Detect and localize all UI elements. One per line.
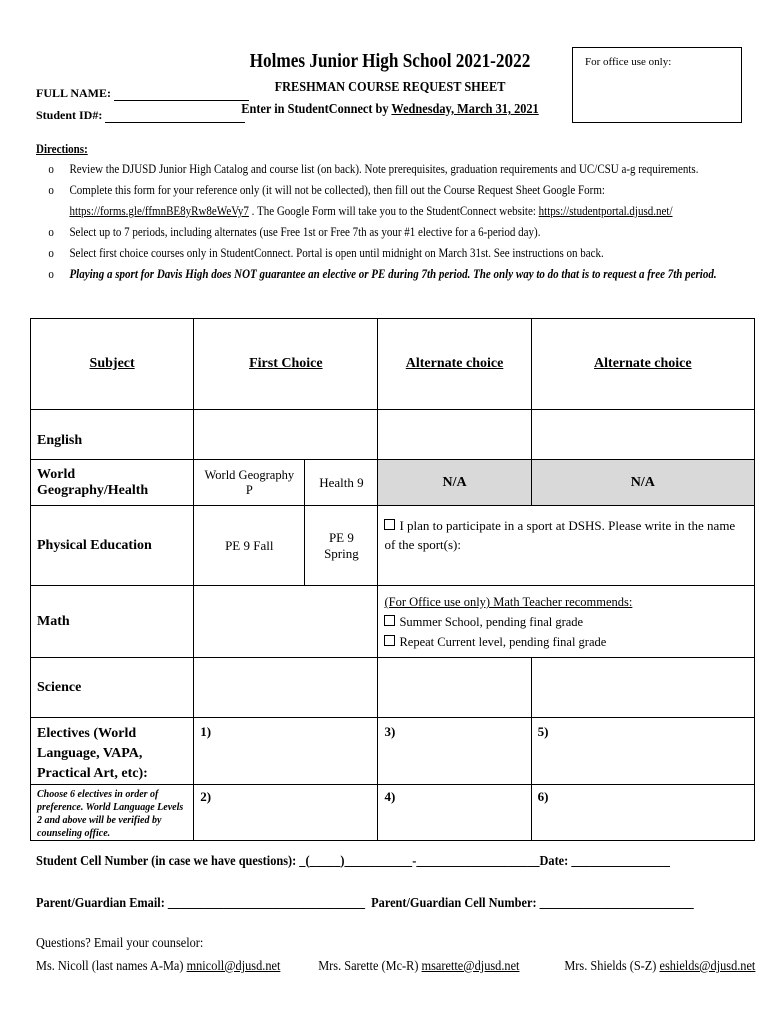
- health-first-choice: Health 9: [305, 460, 378, 506]
- geo-alt-1: N/A: [378, 460, 531, 506]
- google-form-link[interactable]: https://forms.gle/ffmnBE8yRw8eWeVy7: [69, 204, 249, 218]
- deadline-prefix: Enter in StudentConnect by: [241, 102, 392, 117]
- summer-checkbox[interactable]: [384, 615, 395, 626]
- science-first-choice[interactable]: [194, 658, 378, 718]
- elective-1[interactable]: 1): [194, 718, 378, 785]
- science-label: Science: [31, 658, 194, 718]
- directions: [36, 142, 740, 285]
- pe-label: Physical Education: [31, 506, 194, 586]
- student-cell-field[interactable]: [36, 854, 670, 870]
- deadline-date: Wednesday, March 31, 2021: [391, 102, 539, 117]
- repeat-checkbox[interactable]: [384, 635, 395, 646]
- elective-6[interactable]: 6): [531, 785, 754, 841]
- office-use-label: For office use only:: [585, 56, 672, 68]
- sarette-email-link[interactable]: msarette@djusd.net: [421, 959, 520, 974]
- elective-5[interactable]: 5): [531, 718, 754, 785]
- pe-sport-cell[interactable]: [378, 506, 755, 586]
- direction-item-4: o Select first choice courses only in StudentConnect. Portal is open until midnight on March 31st. See instructions on back.: [48, 246, 604, 260]
- date-label: Date: ________________: [539, 854, 670, 869]
- header-alternate-1: Alternate choice: [378, 319, 531, 410]
- row-science: [31, 658, 755, 718]
- english-alt-2[interactable]: [531, 410, 754, 460]
- parent-cell-label: Parent/Guardian Cell Number: _________________________: [371, 896, 694, 911]
- shields-email-link[interactable]: eshields@djusd.net: [659, 959, 756, 974]
- header-alternate-2: Alternate choice: [531, 319, 754, 410]
- math-office-note: (For Office use only) Math Teacher recommends:: [384, 595, 633, 609]
- row-pe: [31, 506, 755, 586]
- full-name-label: FULL NAME:: [36, 86, 111, 100]
- pe-fall: PE 9 Fall: [194, 506, 305, 586]
- elective-2[interactable]: 2): [194, 785, 378, 841]
- english-label: English: [31, 410, 194, 460]
- row-electives-1: [31, 718, 755, 785]
- electives-note-cell: [31, 785, 194, 841]
- counselor-row: [36, 959, 755, 975]
- table-header-row: [31, 319, 755, 410]
- questions-text: Questions? Email your counselor:: [36, 936, 204, 951]
- parent-email-label: Parent/Guardian Email: ________________________________: [36, 896, 365, 911]
- student-id-field[interactable]: [36, 108, 245, 123]
- direction-item-1: o Review the DJUSD Junior High Catalog and course list (on back). Note prerequisites, graduation requirements and UC/CSU a-g requirements.: [48, 162, 699, 176]
- math-first-choice[interactable]: [194, 586, 378, 658]
- math-label: Math: [31, 586, 194, 658]
- sport-checkbox[interactable]: [384, 519, 395, 530]
- header-first-choice: First Choice: [194, 319, 378, 410]
- row-math: [31, 586, 755, 658]
- math-option-1[interactable]: Summer School, pending final grade: [384, 612, 748, 632]
- geo-first-choice: World Geography P: [194, 460, 305, 506]
- parent-contact-row[interactable]: [36, 896, 694, 912]
- sport-text: I plan to participate in a sport at DSHS. Please write in the name of the sport(s):: [384, 518, 736, 552]
- header-subject: Subject: [31, 319, 194, 410]
- nicoll-email-link[interactable]: mnicoll@djusd.net: [186, 959, 281, 974]
- directions-heading: Directions:: [36, 142, 88, 156]
- electives-label: Electives (World Language, VAPA, Practical Art, etc):: [31, 718, 194, 785]
- student-cell-label: Student Cell Number (in case we have questions): _(_____)___________-____________________: [36, 854, 540, 869]
- form-subtitle: FRESHMAN COURSE REQUEST SHEET: [274, 80, 506, 95]
- counselor-shields: Mrs. Shields (S-Z): [564, 959, 660, 974]
- deadline-line: [205, 102, 575, 118]
- elective-3[interactable]: 3): [378, 718, 531, 785]
- counselor-sarette: Mrs. Sarette (Mc-R): [318, 959, 422, 974]
- row-geo-health: [31, 460, 755, 506]
- student-id-label: Student ID#:: [36, 108, 103, 122]
- science-alt-1[interactable]: [378, 658, 531, 718]
- direction-item-2: o Complete this form for your reference only (it will not be collected), then fill out the Course Request Sheet Google Form: https://forms.gle/ffmnBE8yRw8eWeVy7 . The Google Form will take you to the StudentConnect website: https://studentportal.djusd.net/: [48, 183, 673, 218]
- student-id-line[interactable]: [105, 110, 245, 123]
- full-name-line[interactable]: [114, 88, 249, 101]
- direction-item-5: o Playing a sport for Davis High does NOT guarantee an elective or PE during 7th period. The only way to do that is to request a free 7th period.: [48, 267, 717, 281]
- direction-item-3: o Select up to 7 periods, including alternates (use Free 1st or Free 7th as your #1 elective for a 6-period day).: [48, 225, 541, 239]
- math-option-2[interactable]: Repeat Current level, pending final grade: [384, 632, 748, 652]
- science-alt-2[interactable]: [531, 658, 754, 718]
- pe-spring: PE 9 Spring: [305, 506, 378, 586]
- counselor-nicoll: Ms. Nicoll (last names A-Ma): [36, 959, 187, 974]
- row-english: [31, 410, 755, 460]
- geo-alt-2: N/A: [531, 460, 754, 506]
- office-use-box: [572, 47, 742, 123]
- row-electives-2: [31, 785, 755, 841]
- elective-4[interactable]: 4): [378, 785, 531, 841]
- geo-label: World Geography/Health: [31, 460, 194, 506]
- full-name-field[interactable]: [36, 86, 249, 101]
- english-alt-1[interactable]: [378, 410, 531, 460]
- english-first-choice[interactable]: [194, 410, 378, 460]
- page-title: Holmes Junior High School 2021-2022: [249, 50, 531, 72]
- electives-note: Choose 6 electives in order of preference. World Language Levels 2 and above will be verified by counseling office.: [37, 789, 184, 839]
- course-request-table: [30, 318, 755, 841]
- math-office-cell: [378, 586, 755, 658]
- student-portal-link[interactable]: https://studentportal.djusd.net/: [538, 204, 673, 218]
